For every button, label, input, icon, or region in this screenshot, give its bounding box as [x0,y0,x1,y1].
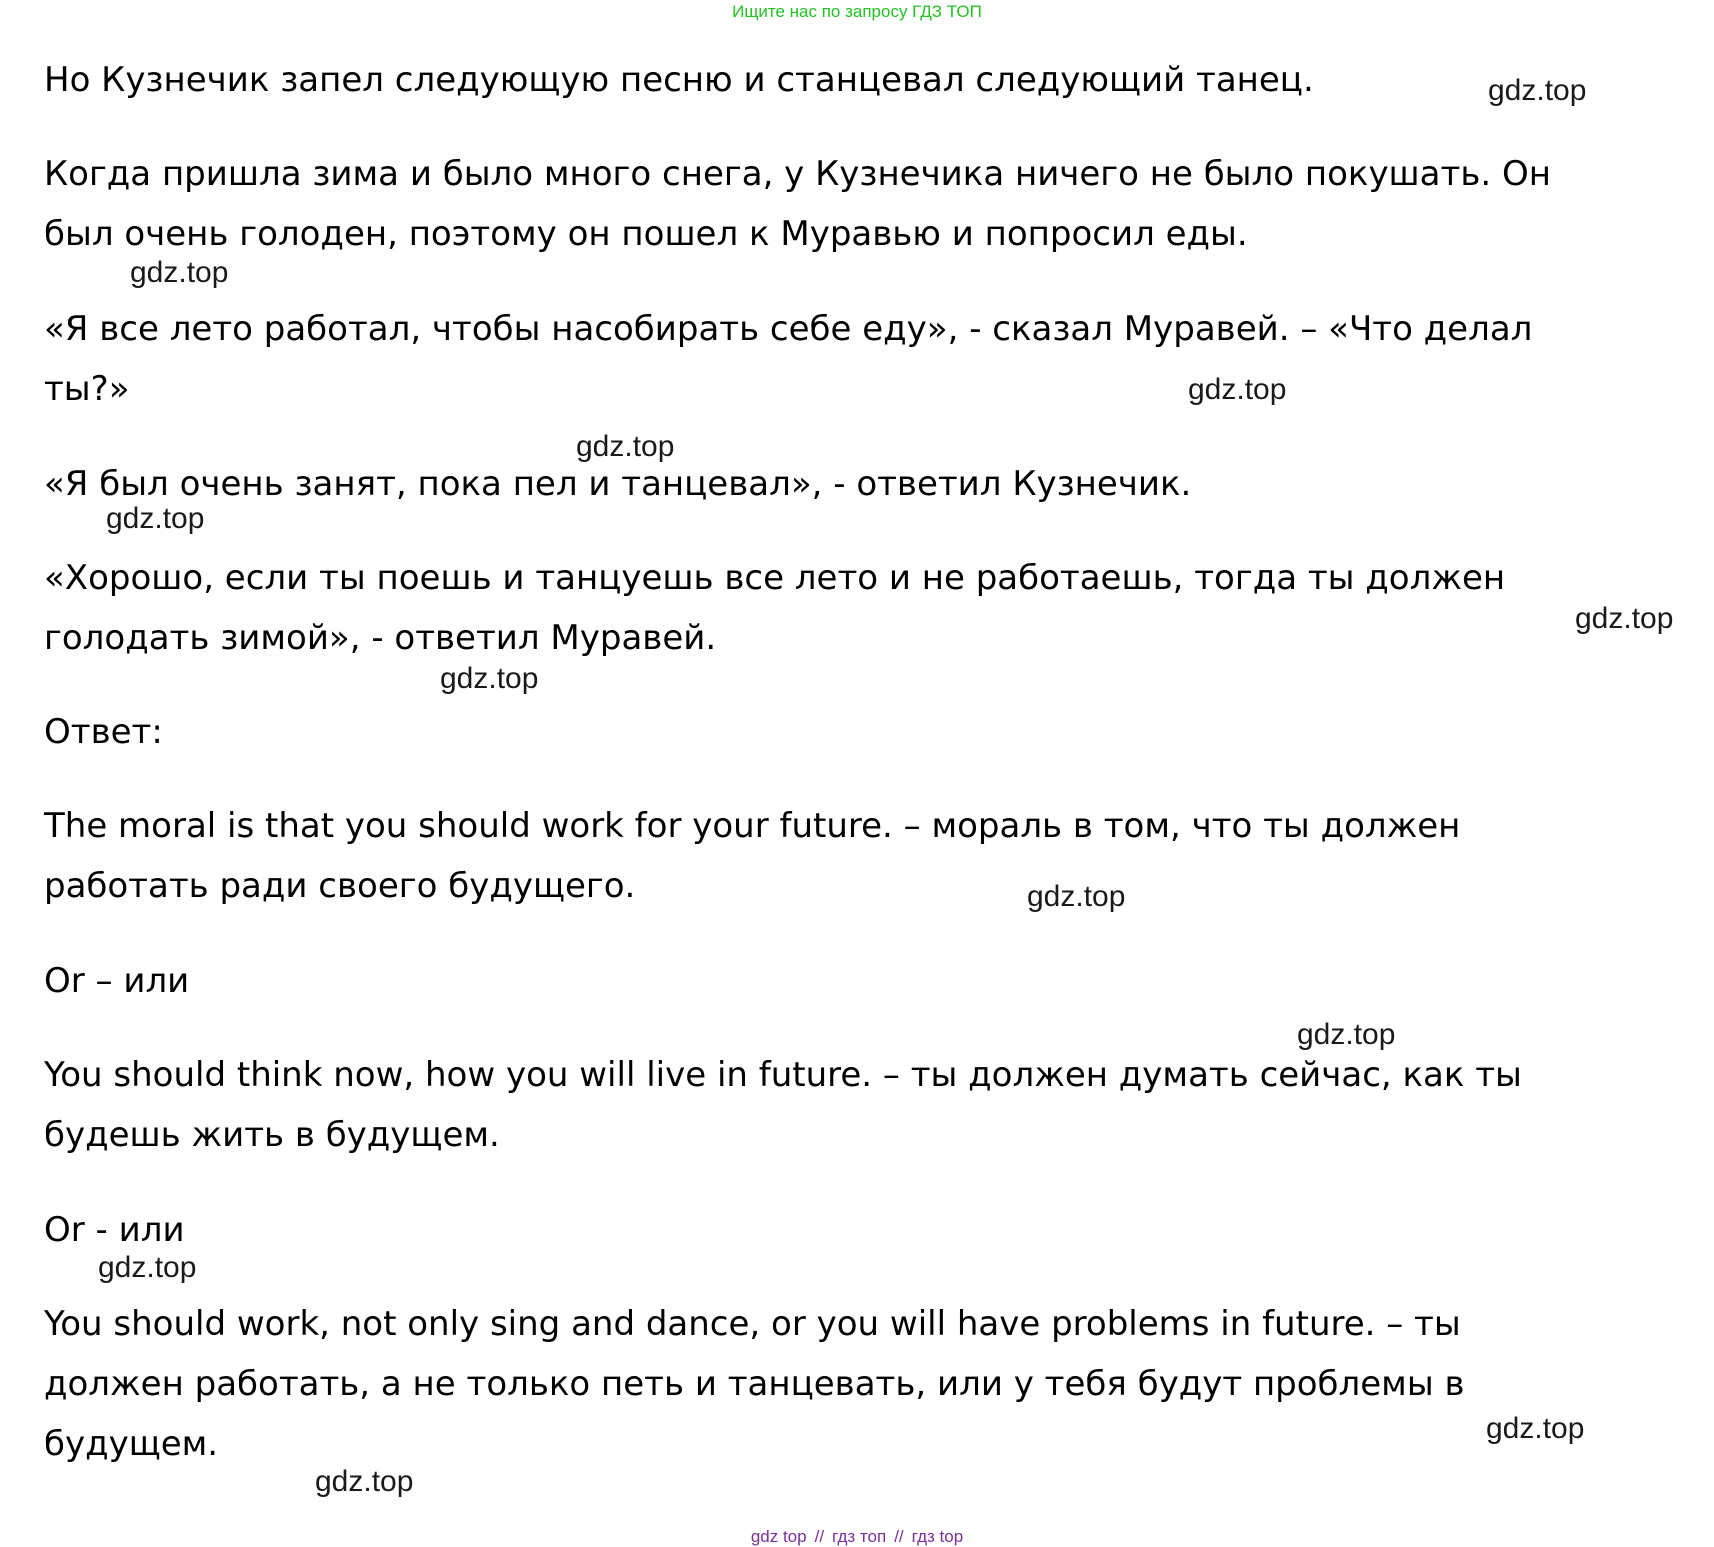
paragraph-3-line-1: «Я все лето работал, чтобы насобирать себе еду», - сказал Муравей. – «Что делал [44,309,1533,349]
paragraph-1-line-1: Но Кузнечик запел следующую песню и станцевал следующий танец. [44,60,1314,100]
paragraph-9-line-2: будешь жить в будущем. [44,1115,500,1155]
footer-text-2: гдз топ [832,1527,887,1546]
paragraph-11-line-2: должен работать, а не только петь и танцевать, или у тебя будут проблемы в [44,1364,1465,1404]
watermark: gdz.top [440,662,539,695]
paragraph-8-line-1: Or – или [44,961,190,1001]
footer-text-3: гдз top [911,1527,964,1546]
footer-separator: // [814,1527,825,1546]
watermark: gdz.top [98,1251,197,1284]
watermark: gdz.top [1575,602,1674,635]
answer-label: Ответ: [44,712,163,752]
watermark: gdz.top [1297,1018,1396,1051]
watermark: gdz.top [1486,1412,1585,1445]
watermark: gdz.top [106,502,205,535]
footer-text-1: gdz top [750,1527,807,1546]
footer-separator: // [894,1527,904,1546]
paragraph-2-line-2: был очень голоден, поэтому он пошел к Муравью и попросил еды. [44,214,1248,254]
top-banner: Ищите нас по запросу ГДЗ ТОП [732,2,982,21]
watermark: gdz.top [576,430,675,463]
paragraph-5-line-1: «Хорошо, если ты поешь и танцуешь все лето и не работаешь, тогда ты должен [44,558,1506,598]
paragraph-7-line-2: работать ради своего будущего. [44,866,636,906]
paragraph-7-line-1: The moral is that you should work for your future. – мораль в том, что ты должен [44,806,1461,846]
paragraph-3-line-2: ты?» [44,369,130,409]
paragraph-11-line-3: будущем. [44,1424,219,1464]
watermark: gdz.top [1188,373,1287,406]
watermark: gdz.top [1027,880,1126,913]
footer [0,1527,1714,1547]
watermark: gdz.top [1488,74,1587,107]
paragraph-2-line-1: Когда пришла зима и было много снега, у Кузнечика ничего не было покушать. Он [44,154,1551,194]
watermark: gdz.top [315,1465,414,1498]
paragraph-11-line-1: You should work, not only sing and dance, or you will have problems in future. – ты [44,1304,1461,1344]
paragraph-9-line-1: You should think now, how you will live in future. – ты должен думать сейчас, как ты [44,1055,1522,1095]
paragraph-5-line-2: голодать зимой», - ответил Муравей. [44,618,717,658]
paragraph-10-line-1: Or - или [44,1210,185,1250]
watermark: gdz.top [130,256,229,289]
paragraph-4-line-1: «Я был очень занят, пока пел и танцевал», - ответил Кузнечик. [44,464,1192,504]
